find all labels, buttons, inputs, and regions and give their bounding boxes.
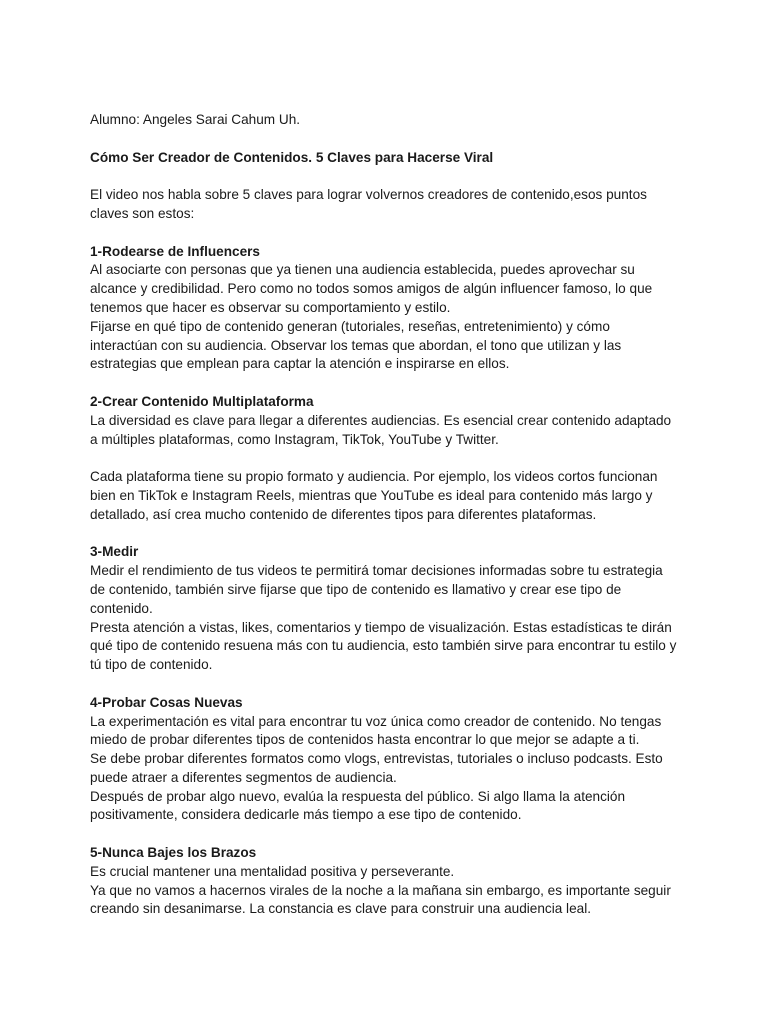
section-heading: 2-Crear Contenido Multiplataforma (90, 393, 314, 409)
section-heading: 1-Rodearse de Influencers (90, 243, 260, 259)
spacer (90, 130, 680, 149)
section-paragraph: Cada plataforma tiene su propio formato y audiencia. Por ejemplo, los videos cortos funcionan bien en TikTok e Instagram Reels, mientras que YouTube es ideal para contenido más largo y detallado, así crea mucho contenido de diferentes tipos para diferentes plataformas. (90, 469, 658, 522)
document-page (90, 111, 680, 919)
section-paragraph: La diversidad es clave para llegar a diferentes audiencias. Es esencial crear contenido adaptado a múltiples plataformas, como Instagram, TikTok, YouTube y Twitter. (90, 412, 672, 447)
spacer (90, 167, 680, 186)
section-paragraph: La experimentación es vital para encontrar tu voz única como creador de contenido. No tengas miedo de probar diferentes tipos de contenidos hasta encontrar lo que mejor se adapte a ti. (90, 713, 662, 748)
section-paragraph: Medir el rendimiento de tus videos te permitirá tomar decisiones informadas sobre tu estrategia de contenido, también sirve fijarse que tipo de contenido es llamativo y crear ese tipo de contenido. (90, 563, 663, 616)
spacer (90, 374, 680, 393)
section-3 (90, 543, 680, 675)
document-title: Cómo Ser Creador de Contenidos. 5 Claves para Hacerse Viral (90, 149, 494, 165)
spacer (90, 224, 680, 243)
spacer (90, 525, 680, 544)
section-2 (90, 393, 680, 525)
section-paragraph: Al asociarte con personas que ya tienen una audiencia establecida, puedes aprovechar su alcance y credibilidad. Pero como no todos somos amigos de algún influencer famoso, lo que tenemos que hacer es observar su comportamiento y estilo. (90, 262, 653, 315)
section-1 (90, 243, 680, 375)
section-paragraph: Después de probar algo nuevo, evalúa la respuesta del público. Si algo llama la atención positivamente, considera dedicarle más tiempo a ese tipo de contenido. (90, 788, 626, 823)
spacer (90, 675, 680, 694)
intro-paragraph: El video nos habla sobre 5 claves para lograr volvernos creadores de contenido,esos puntos claves son estos: (90, 187, 647, 221)
section-heading: 5-Nunca Bajes los Brazos (90, 845, 257, 861)
section-paragraph: Es crucial mantener una mentalidad positiva y perseverante. (90, 863, 455, 879)
spacer (90, 449, 680, 468)
spacer (90, 825, 680, 844)
section-paragraph: Presta atención a vistas, likes, comentarios y tiempo de visualización. Estas estadísticas te dirán qué tipo de contenido resuena más con tu audiencia, esto también sirve para encontrar tu estilo y tú tipo de contenido. (90, 619, 677, 673)
student-line: Alumno: Angeles Sarai Cahum Uh. (90, 112, 301, 127)
section-heading: 4-Probar Cosas Nuevas (90, 694, 243, 710)
section-paragraph: Ya que no vamos a hacernos virales de la noche a la mañana sin embargo, es importante seguir creando sin desanimarse. La constancia es clave para construir una audiencia leal. (90, 882, 671, 917)
section-4 (90, 694, 680, 826)
section-heading: 3-Medir (90, 544, 139, 560)
section-paragraph: Se debe probar diferentes formatos como vlogs, entrevistas, tutoriales o incluso podcasts. Esto puede atraer a diferentes segmentos de audiencia. (90, 751, 663, 785)
section-paragraph: Fijarse en qué tipo de contenido generan (tutoriales, reseñas, entretenimiento) y cómo interactúan con su audiencia. Observar los temas que abordan, el tono que utilizan y las estrategias que emplean para captar la atención e inspirarse en ellos. (90, 318, 622, 372)
section-5 (90, 844, 680, 919)
